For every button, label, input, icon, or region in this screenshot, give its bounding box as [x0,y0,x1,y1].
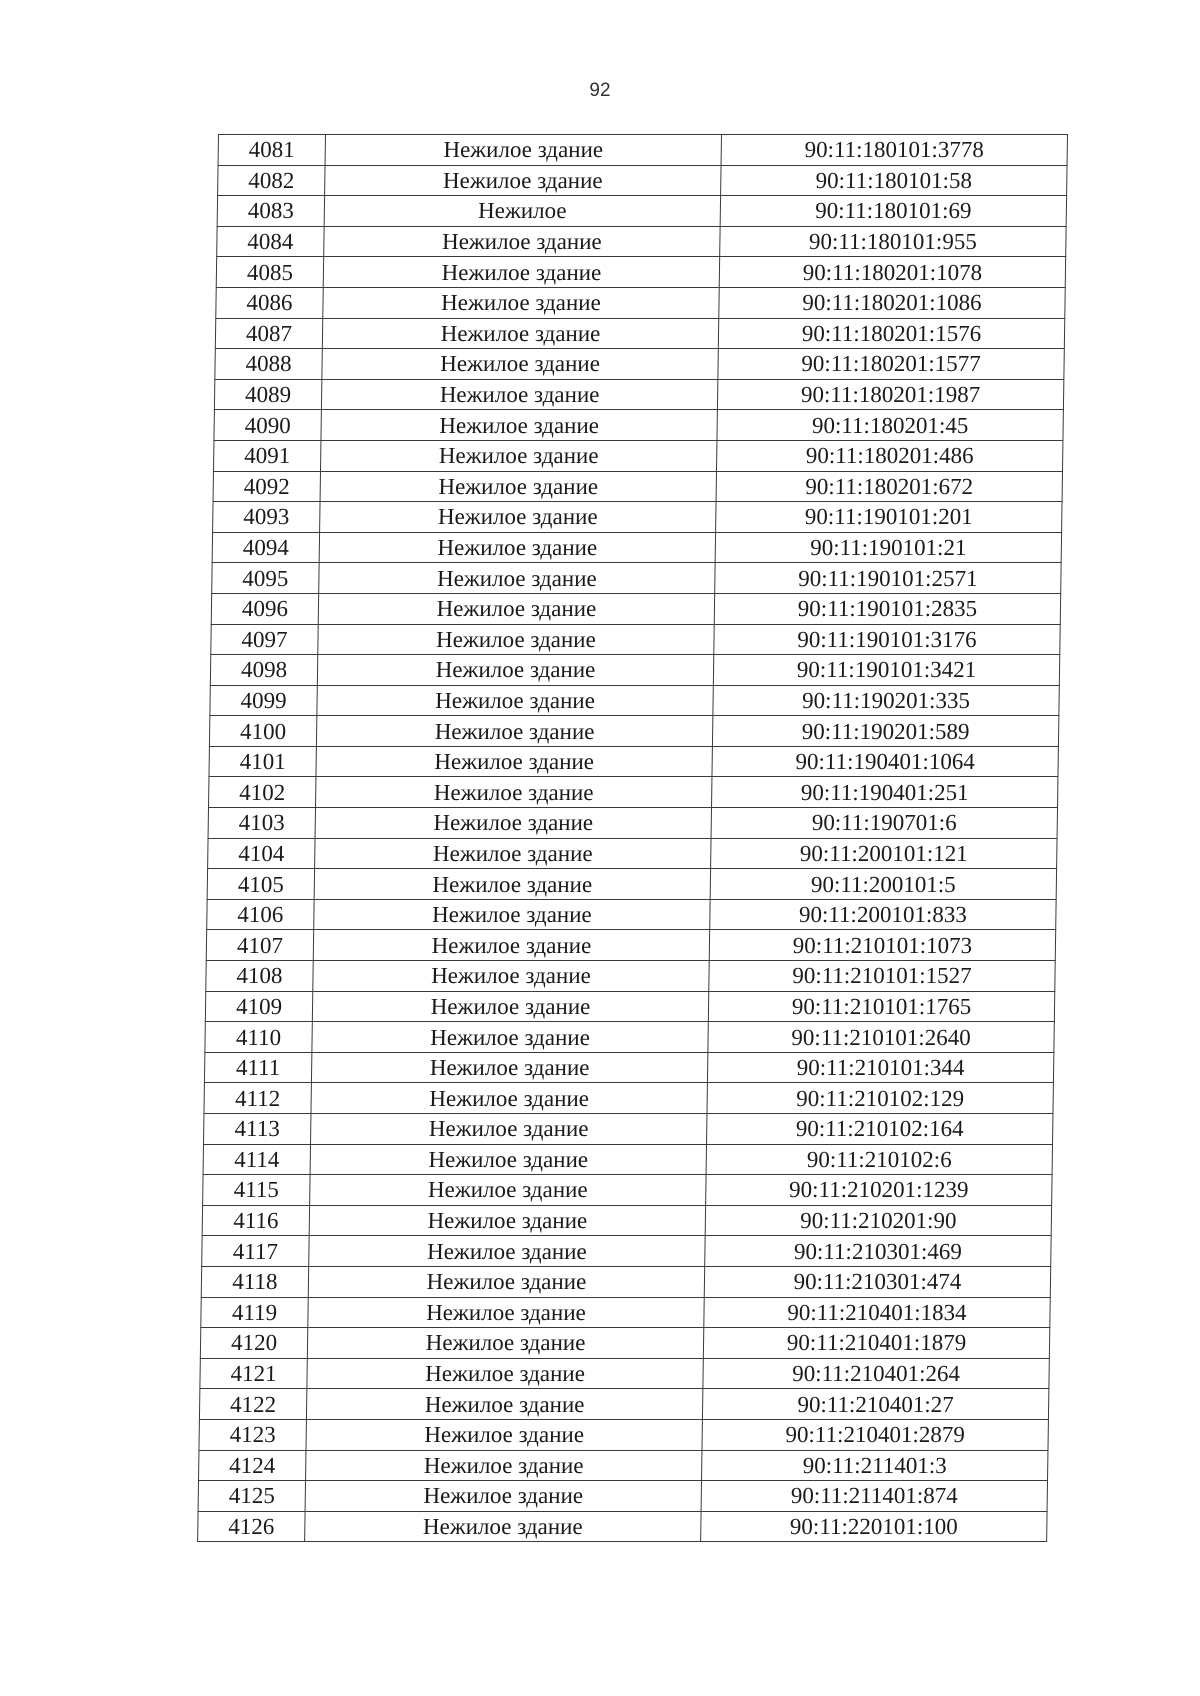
row-number-cell: 4081 [218,135,325,166]
cadastral-number-cell: 90:11:200101:5 [710,869,1056,900]
table-row [208,838,1057,869]
cadastral-number-cell: 90:11:190101:21 [715,532,1061,563]
table-row [206,930,1055,961]
row-number-cell: 4097 [211,624,318,655]
row-number-cell: 4114 [203,1144,310,1175]
cadastral-number-cell: 90:11:200101:833 [710,899,1056,930]
table-row [209,746,1058,777]
cadastral-number-cell: 90:11:200101:121 [711,838,1057,869]
table-row [208,808,1057,839]
cadastral-number-cell: 90:11:180201:1577 [718,349,1064,380]
table-row [216,257,1065,288]
property-registry-table [197,134,1068,1542]
row-number-cell: 4084 [217,226,324,257]
table-row [202,1205,1051,1236]
table-row [206,961,1055,992]
object-type-cell: Нежилое здание [312,991,708,1022]
row-number-cell: 4094 [212,532,319,563]
table-row [214,379,1063,410]
table-row [201,1266,1050,1297]
cadastral-number-cell: 90:11:210401:264 [703,1358,1049,1389]
row-number-cell: 4108 [206,961,313,992]
row-number-cell: 4107 [206,930,313,961]
cadastral-number-cell: 90:11:210102:164 [707,1114,1053,1145]
cadastral-number-cell: 90:11:190101:2571 [715,563,1061,594]
cadastral-number-cell: 90:11:180101:69 [720,196,1066,227]
cadastral-number-cell: 90:11:180101:955 [720,226,1066,257]
object-type-cell: Нежилое здание [316,746,712,777]
cadastral-number-cell: 90:11:180101:3778 [721,135,1067,166]
cadastral-number-cell: 90:11:180201:486 [716,440,1062,471]
table-row [210,655,1059,686]
table-row [215,349,1064,380]
object-type-cell: Нежилое здание [320,440,716,471]
row-number-cell: 4119 [201,1297,308,1328]
table-row [217,196,1066,227]
table-row [218,135,1067,166]
table-row [214,410,1063,441]
object-type-cell: Нежилое здание [309,1236,705,1267]
row-number-cell: 4091 [213,440,320,471]
object-type-cell: Нежилое здание [306,1419,702,1450]
row-number-cell: 4113 [204,1114,311,1145]
row-number-cell: 4118 [201,1266,308,1297]
row-number-cell: 4088 [215,349,322,380]
table-row [211,593,1060,624]
object-type-cell: Нежилое здание [322,349,718,380]
table-row [203,1144,1052,1175]
cadastral-number-cell: 90:11:180201:45 [717,410,1063,441]
table-row [204,1114,1053,1145]
cadastral-number-cell: 90:11:180101:58 [721,165,1067,196]
object-type-cell: Нежилое здание [325,165,721,196]
cadastral-number-cell: 90:11:210101:1765 [708,991,1054,1022]
cadastral-number-cell: 90:11:180201:1078 [719,257,1065,288]
table-row [205,991,1054,1022]
table-row [202,1236,1051,1267]
row-number-cell: 4104 [208,838,315,869]
object-type-cell: Нежилое здание [313,930,709,961]
object-type-cell: Нежилое здание [314,869,710,900]
cadastral-number-cell: 90:11:210102:6 [706,1144,1052,1175]
row-number-cell: 4121 [200,1358,307,1389]
object-type-cell: Нежилое здание [323,287,719,318]
row-number-cell: 4122 [199,1389,306,1420]
table-row [205,1022,1054,1053]
table-row [218,165,1067,196]
cadastral-number-cell: 90:11:180201:672 [716,471,1062,502]
cadastral-number-cell: 90:11:210401:2879 [702,1419,1048,1450]
cadastral-number-cell: 90:11:180201:1086 [719,287,1065,318]
cadastral-number-cell: 90:11:210401:1834 [704,1297,1050,1328]
table-row [207,899,1056,930]
cadastral-number-cell: 90:11:190101:3421 [713,655,1059,686]
row-number-cell: 4082 [218,165,325,196]
object-type-cell: Нежилое здание [321,410,717,441]
object-type-cell: Нежилое здание [305,1511,701,1542]
table-row [199,1450,1048,1481]
row-number-cell: 4110 [205,1022,312,1053]
cadastral-number-cell: 90:11:220101:100 [701,1511,1047,1542]
object-type-cell: Нежилое здание [318,624,714,655]
object-type-cell: Нежилое здание [317,655,713,686]
object-type-cell: Нежилое здание [315,808,711,839]
cadastral-number-cell: 90:11:210401:27 [702,1389,1048,1420]
table-row [199,1419,1048,1450]
cadastral-number-cell: 90:11:210101:1527 [709,961,1055,992]
row-number-cell: 4095 [212,563,319,594]
table-row [209,777,1058,808]
table-row [216,287,1065,318]
row-number-cell: 4098 [210,655,317,686]
row-number-cell: 4115 [203,1175,310,1206]
cadastral-number-cell: 90:11:210301:469 [705,1236,1051,1267]
row-number-cell: 4100 [209,716,316,747]
row-number-cell: 4087 [215,318,322,349]
table-row [207,869,1056,900]
cadastral-number-cell: 90:11:180201:1576 [718,318,1064,349]
object-type-cell: Нежилое здание [320,502,716,533]
object-type-cell: Нежилое здание [311,1052,707,1083]
row-number-cell: 4089 [214,379,321,410]
row-number-cell: 4124 [199,1450,306,1481]
cadastral-number-cell: 90:11:190701:6 [711,808,1057,839]
row-number-cell: 4125 [198,1481,305,1512]
row-number-cell: 4102 [209,777,316,808]
table-row [198,1511,1047,1542]
cadastral-number-cell: 90:11:210301:474 [704,1266,1050,1297]
object-type-cell: Нежилое здание [325,135,721,166]
object-type-cell: Нежилое здание [322,318,718,349]
row-number-cell: 4093 [213,502,320,533]
row-number-cell: 4126 [198,1511,305,1542]
cadastral-number-cell: 90:11:190101:201 [716,502,1062,533]
object-type-cell: Нежилое здание [306,1450,702,1481]
table-row [201,1297,1050,1328]
object-type-cell: Нежилое здание [311,1114,707,1145]
cadastral-number-cell: 90:11:210201:1239 [706,1175,1052,1206]
object-type-cell: Нежилое здание [313,961,709,992]
table-row [204,1052,1053,1083]
object-type-cell: Нежилое здание [321,379,717,410]
object-type-cell: Нежилое здание [319,532,715,563]
cadastral-number-cell: 90:11:210101:344 [707,1052,1053,1083]
row-number-cell: 4116 [202,1205,309,1236]
table-row [210,685,1059,716]
object-type-cell: Нежилое [324,196,720,227]
row-number-cell: 4090 [214,410,321,441]
object-type-cell: Нежилое здание [306,1389,702,1420]
table-row [200,1358,1049,1389]
object-type-cell: Нежилое здание [312,1022,708,1053]
table-row [203,1175,1052,1206]
cadastral-number-cell: 90:11:210101:2640 [708,1022,1054,1053]
row-number-cell: 4112 [204,1083,311,1114]
table-row [204,1083,1053,1114]
row-number-cell: 4099 [210,685,317,716]
object-type-cell: Нежилое здание [310,1175,706,1206]
row-number-cell: 4092 [213,471,320,502]
table-row [213,502,1062,533]
row-number-cell: 4120 [200,1328,307,1359]
cadastral-number-cell: 90:11:180201:1987 [717,379,1063,410]
table-row [198,1481,1047,1512]
table-row [213,471,1062,502]
cadastral-number-cell: 90:11:190201:335 [713,685,1059,716]
row-number-cell: 4086 [216,287,323,318]
cadastral-number-cell: 90:11:210401:1879 [703,1328,1049,1359]
row-number-cell: 4111 [204,1052,311,1083]
row-number-cell: 4083 [217,196,324,227]
cadastral-number-cell: 90:11:190201:589 [712,716,1058,747]
cadastral-number-cell: 90:11:211401:3 [702,1450,1048,1481]
row-number-cell: 4096 [211,593,318,624]
object-type-cell: Нежилое здание [324,226,720,257]
object-type-cell: Нежилое здание [308,1297,704,1328]
cadastral-number-cell: 90:11:190101:2835 [714,593,1060,624]
object-type-cell: Нежилое здание [307,1358,703,1389]
object-type-cell: Нежилое здание [309,1205,705,1236]
object-type-cell: Нежилое здание [308,1266,704,1297]
object-type-cell: Нежилое здание [310,1144,706,1175]
row-number-cell: 4106 [207,899,314,930]
object-type-cell: Нежилое здание [307,1328,703,1359]
cadastral-number-cell: 90:11:190101:3176 [714,624,1060,655]
cadastral-number-cell: 90:11:211401:874 [701,1481,1047,1512]
object-type-cell: Нежилое здание [323,257,719,288]
row-number-cell: 4085 [216,257,323,288]
table-row [212,532,1061,563]
row-number-cell: 4109 [205,991,312,1022]
cadastral-number-cell: 90:11:210101:1073 [709,930,1055,961]
row-number-cell: 4101 [209,746,316,777]
object-type-cell: Нежилое здание [316,716,712,747]
row-number-cell: 4105 [207,869,314,900]
object-type-cell: Нежилое здание [311,1083,707,1114]
object-type-cell: Нежилое здание [320,471,716,502]
table-row [211,624,1060,655]
page-number: 92 [589,80,611,101]
table-row [212,563,1061,594]
object-type-cell: Нежилое здание [305,1481,701,1512]
table-row [215,318,1064,349]
row-number-cell: 4117 [202,1236,309,1267]
object-type-cell: Нежилое здание [318,593,714,624]
object-type-cell: Нежилое здание [316,777,712,808]
row-number-cell: 4103 [208,808,315,839]
object-type-cell: Нежилое здание [317,685,713,716]
table-row [217,226,1066,257]
object-type-cell: Нежилое здание [314,899,710,930]
table-row [209,716,1058,747]
cadastral-number-cell: 90:11:190401:251 [712,777,1058,808]
object-type-cell: Нежилое здание [319,563,715,594]
table-row [200,1328,1049,1359]
table-row [213,440,1062,471]
object-type-cell: Нежилое здание [315,838,711,869]
cadastral-number-cell: 90:11:190401:1064 [712,746,1058,777]
cadastral-number-cell: 90:11:210201:90 [705,1205,1051,1236]
table-row [199,1389,1048,1420]
cadastral-number-cell: 90:11:210102:129 [707,1083,1053,1114]
registry-body [198,135,1068,1542]
row-number-cell: 4123 [199,1419,306,1450]
